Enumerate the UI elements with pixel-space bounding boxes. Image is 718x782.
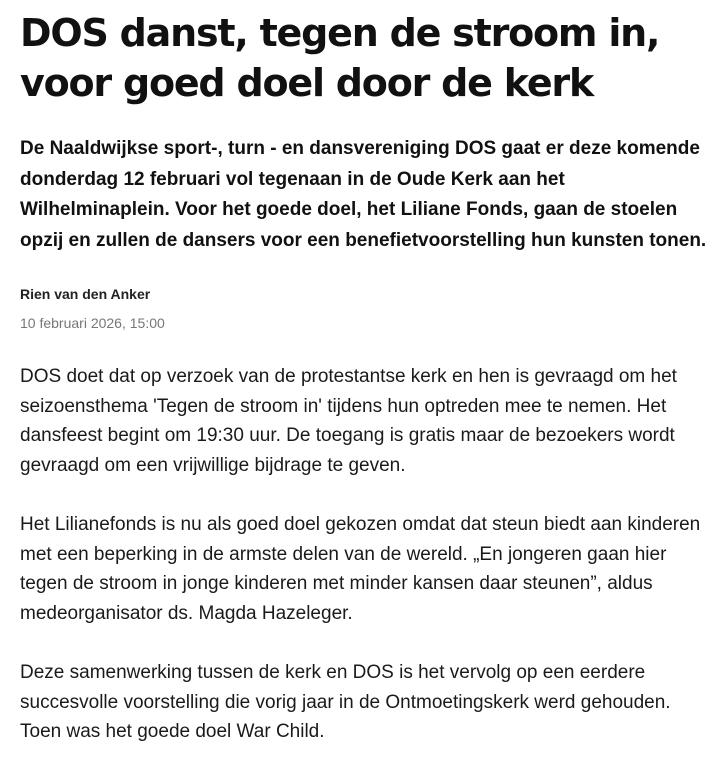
article-headline: DOS danst, tegen de stroom in, voor goed doel door de kerk [20,11,660,105]
publish-timestamp: 10 februari 2026, 15:00 [20,315,165,331]
body-paragraph: Het Lilianefonds is nu als goed doel gekozen omdat dat steun biedt aan kinderen met een beperking in de armste delen van de wereld. „En jongeren gaan hier tegen de stroom in jonge kinderen met minder kansen daar steunen”, aldus medeorganisator ds. Magda Hazeleger. [20,514,701,624]
body-paragraph: DOS doet dat op verzoek van de protestantse kerk en hen is gevraagd om het seizoensthema 'Tegen de stroom in' tijdens hun optreden mee te nemen. Het dansfeest begint om 19:30 uur. De toegang is gratis maar de bezoekers wordt gevraagd om een vrijwillige bijdrage te geven. [20,366,677,476]
body-paragraph: Deze samenwerking tussen de kerk en DOS is het vervolg op een eerdere succesvolle voorstelling die vorig jaar in de Ontmoetingskerk werd gehouden. Toen was het goede doel War Child. [20,662,671,742]
author-name[interactable]: Rien van den Anker [20,286,151,302]
byline [20,285,710,332]
article [20,0,710,747]
article-intro: De Naaldwijkse sport-, turn - en dansvereniging DOS gaat er deze komende donderdag 12 februari vol tegenaan in de Oude Kerk aan het Wilhelminaplein. Voor het goede doel, het Liliane Fonds, gaan de stoelen opzij en zullen de dansers voor een benefietvoorstelling hun kunsten tonen. [20,138,707,251]
